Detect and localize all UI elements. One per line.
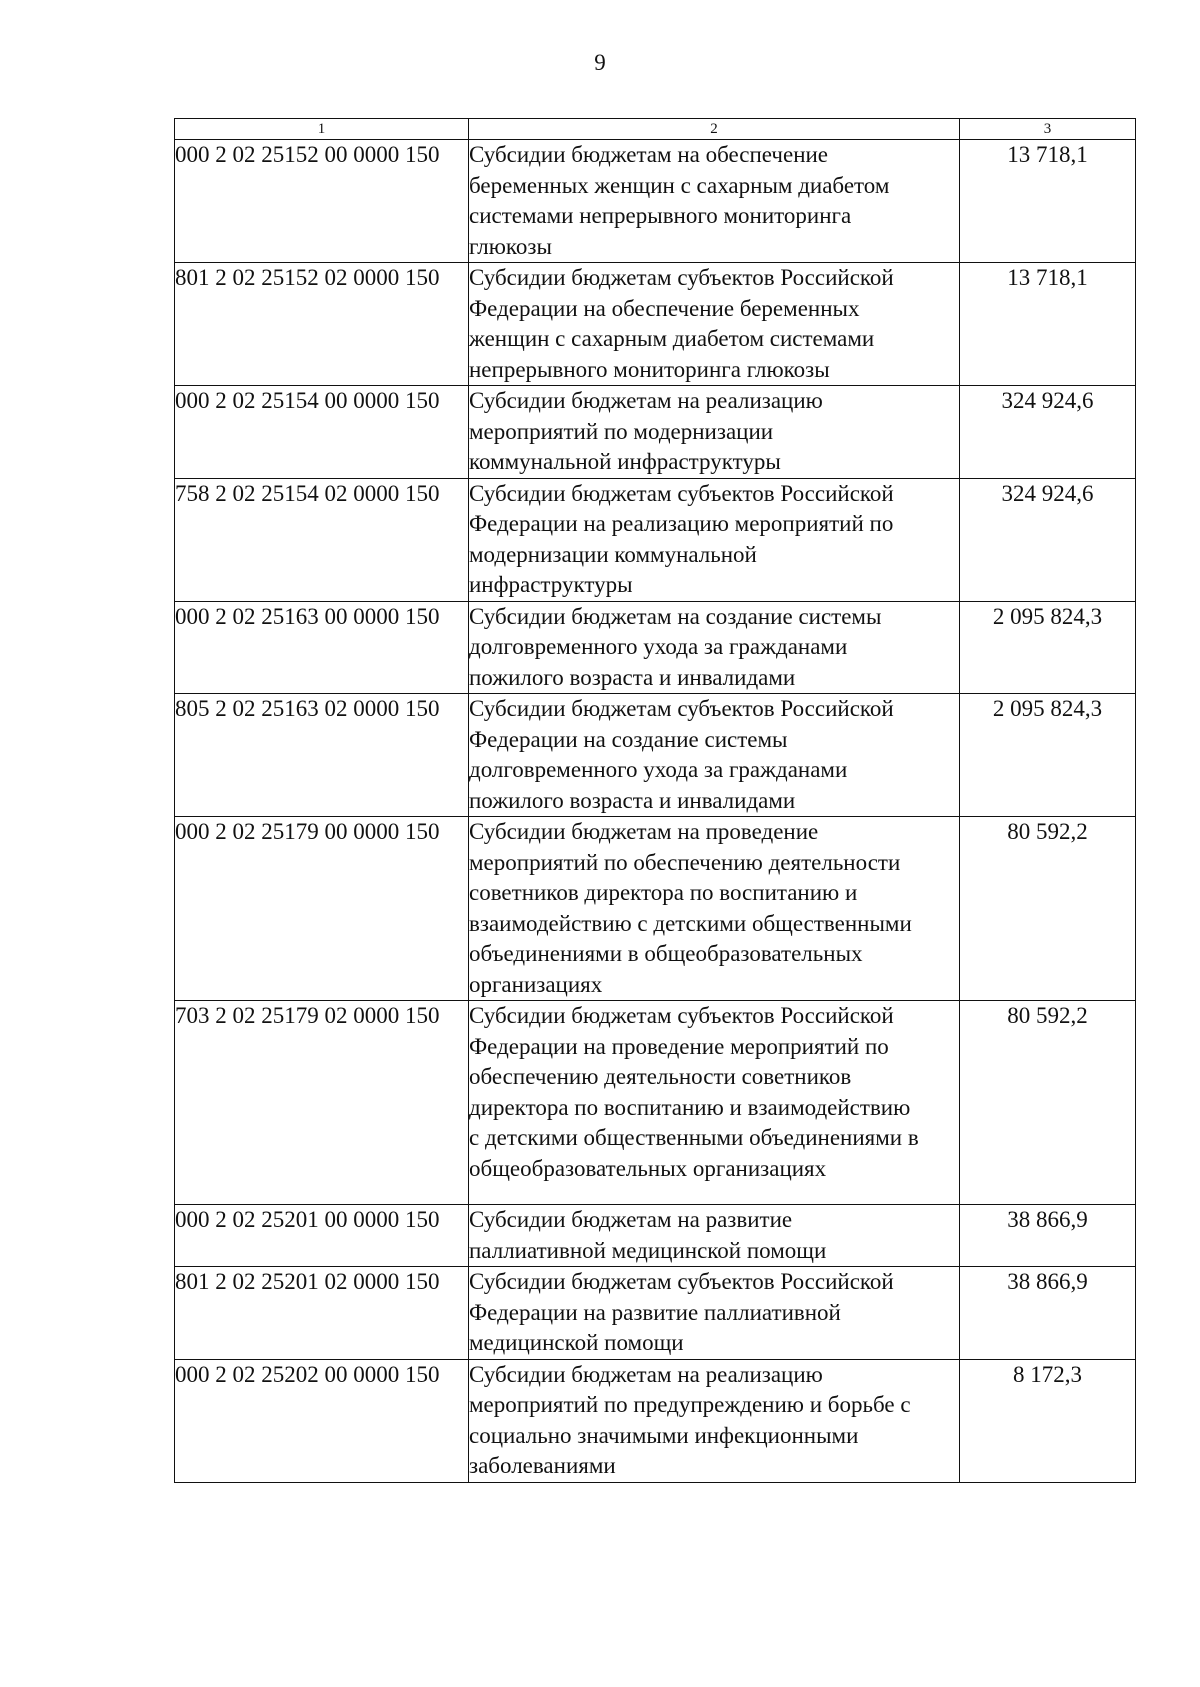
column-header-2: 2 [469,119,960,140]
description-line: долговременного ухода за гражданами [469,634,848,659]
description-line: Субсидии бюджетам на реализацию [469,1361,823,1387]
budget-code: 000 2 02 25201 00 0000 150 [175,1205,469,1267]
table-row [175,1001,1136,1205]
table-row [175,817,1136,1001]
budget-code: 801 2 02 25152 02 0000 150 [175,263,469,386]
description-line: советников директора по воспитанию и [469,880,858,905]
description-line: Федерации на обеспечение беременных [469,295,860,321]
amount-value: 8 172,3 [960,1359,1136,1482]
description-line: системами непрерывного мониторинга [469,203,852,228]
description-line: коммунальной инфраструктуры [469,449,781,474]
table-row [175,140,1136,263]
description-line: с детскими общественными объединениями в [469,1125,919,1150]
row-description [469,386,960,479]
description-line: Субсидии бюджетам субъектов Российской [469,480,894,506]
description-line: Субсидии бюджетам на развитие [469,1207,793,1232]
column-header-1: 1 [175,119,469,140]
description-line: медицинской помощи [469,1330,684,1355]
row-description [469,1267,960,1360]
description-line: Субсидии бюджетам субъектов Российской [469,265,894,290]
description-line: социально значимыми инфекционными [469,1422,859,1448]
amount-value: 2 095 824,3 [960,694,1136,817]
description-line: Федерации на создание системы [469,726,788,752]
row-description [469,601,960,694]
table-row [175,478,1136,601]
description-line: Субсидии бюджетам на реализацию [469,388,823,413]
description-line: директора по воспитанию и взаимодействию [469,1094,911,1120]
description-line: Субсидии бюджетам на создание системы [469,603,882,629]
row-description [469,140,960,263]
description-line: заболеваниями [469,1453,616,1478]
description-line: непрерывного мониторинга глюкозы [469,356,830,382]
row-description [469,817,960,1001]
description-line: организациях [469,971,603,997]
amount-value: 80 592,2 [960,817,1136,1001]
description-line: Федерации на реализацию мероприятий по [469,511,894,536]
description-line: мероприятий по модернизации [469,418,774,444]
description-line: Субсидии бюджетам субъектов Российской [469,696,894,721]
amount-value: 324 924,6 [960,478,1136,601]
row-description [469,478,960,601]
description-line: долговременного ухода за гражданами [469,757,848,782]
description-line: Субсидии бюджетам субъектов Российской [469,1269,894,1294]
description-line: мероприятий по предупреждению и борьбе с [469,1392,911,1417]
amount-value: 38 866,9 [960,1205,1136,1267]
description-line: общеобразовательных организациях [469,1155,827,1181]
table-row [175,263,1136,386]
column-header-3: 3 [960,119,1136,140]
description-line: обеспечению деятельности советников [469,1064,852,1089]
description-line: Субсидии бюджетам на проведение [469,819,819,844]
budget-code: 000 2 02 25163 00 0000 150 [175,601,469,694]
table-row [175,386,1136,479]
description-line: Федерации на развитие паллиативной [469,1299,841,1325]
budget-code: 000 2 02 25202 00 0000 150 [175,1359,469,1482]
table-row [175,1267,1136,1360]
table-body [175,140,1136,1483]
row-description [469,1205,960,1267]
table-header [175,119,1136,140]
description-line: глюкозы [469,233,552,259]
table-header-row [175,119,1136,140]
amount-value: 2 095 824,3 [960,601,1136,694]
page-number: 9 [594,50,606,75]
description-line: Федерации на проведение мероприятий по [469,1033,889,1059]
description-line: женщин с сахарным диабетом системами [469,326,875,351]
row-description [469,1359,960,1482]
row-description [469,694,960,817]
budget-code: 805 2 02 25163 02 0000 150 [175,694,469,817]
description-line: мероприятий по обеспечению деятельности [469,849,901,875]
amount-value: 13 718,1 [960,140,1136,263]
table-row [175,694,1136,817]
description-line: объединениями в общеобразовательных [469,941,863,966]
description-line: Субсидии бюджетам субъектов Российской [469,1003,894,1028]
budget-code: 000 2 02 25179 00 0000 150 [175,817,469,1001]
table-row [175,601,1136,694]
budget-code: 000 2 02 25154 00 0000 150 [175,386,469,479]
amount-value: 13 718,1 [960,263,1136,386]
description-line: модернизации коммунальной [469,541,757,567]
table-row [175,1359,1136,1482]
description-line: взаимодействию с детскими общественными [469,910,912,936]
amount-value: 38 866,9 [960,1267,1136,1360]
budget-table [174,118,1136,1483]
amount-value: 324 924,6 [960,386,1136,479]
description-line: паллиативной медицинской помощи [469,1237,827,1263]
budget-code: 801 2 02 25201 02 0000 150 [175,1267,469,1360]
description-line: пожилого возраста и инвалидами [469,787,796,813]
description-line: инфраструктуры [469,572,633,597]
description-line: беременных женщин с сахарным диабетом [469,172,890,198]
budget-code: 703 2 02 25179 02 0000 150 [175,1001,469,1205]
table-row [175,1205,1136,1267]
description-line: Субсидии бюджетам на обеспечение [469,142,829,167]
budget-code: 000 2 02 25152 00 0000 150 [175,140,469,263]
row-description [469,263,960,386]
description-line: пожилого возраста и инвалидами [469,664,796,690]
budget-code: 758 2 02 25154 02 0000 150 [175,478,469,601]
amount-value: 80 592,2 [960,1001,1136,1205]
row-description [469,1001,960,1205]
